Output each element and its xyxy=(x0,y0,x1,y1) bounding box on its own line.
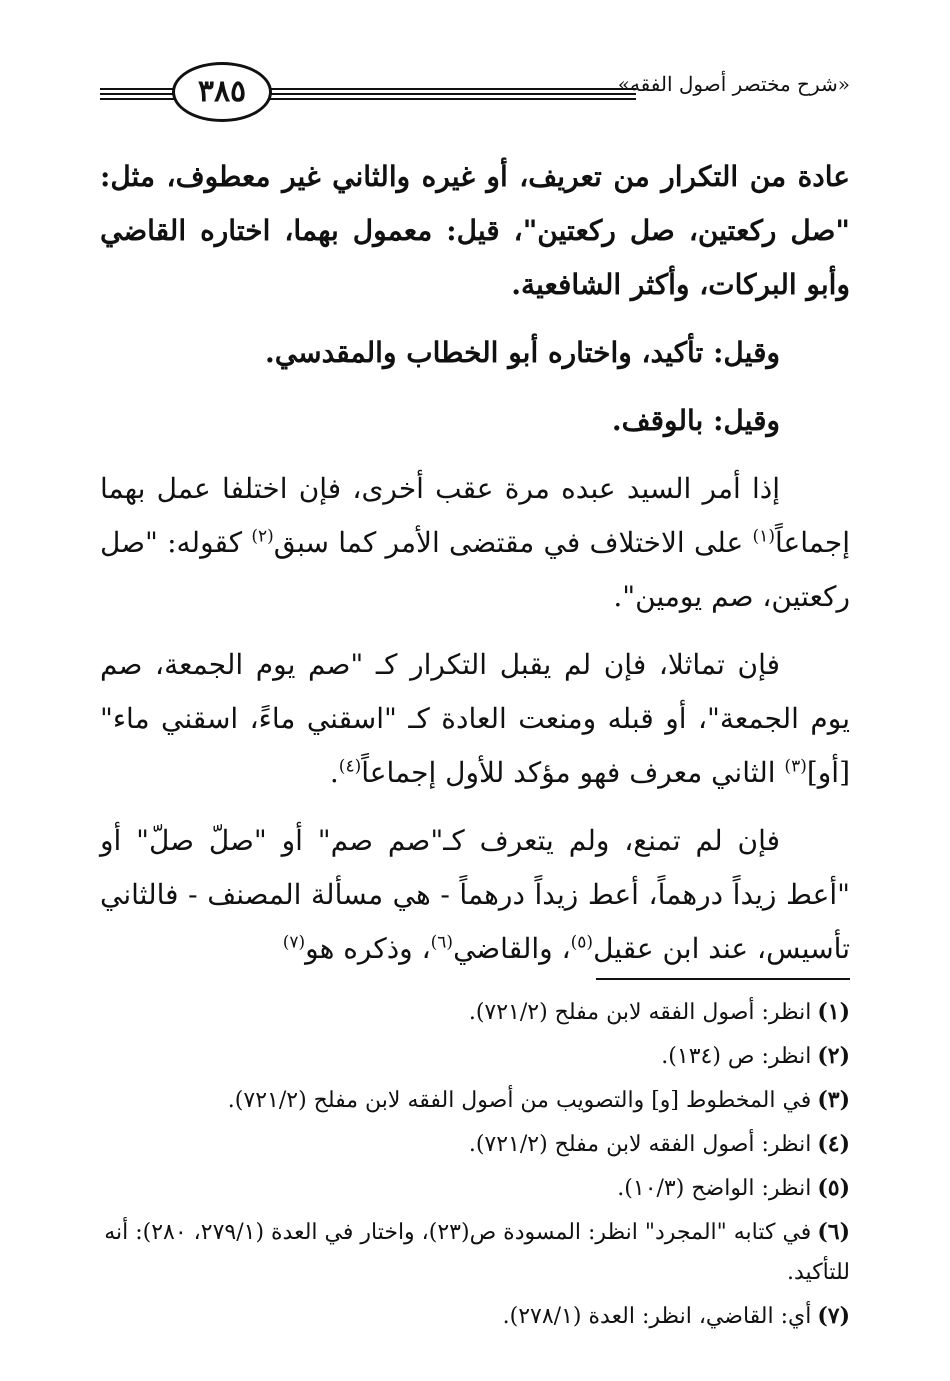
header-rule xyxy=(268,93,636,95)
footnote-text: في المخطوط [و] والتصويب من أصول الفقه لابن مفلح (٧٢١/٢). xyxy=(227,1088,812,1113)
header-rule xyxy=(268,88,636,90)
paragraph-text: كقوله: "صل ركعتين، صم يومين". xyxy=(100,526,850,613)
page-header xyxy=(100,58,850,128)
footnote-reference: (٥) xyxy=(570,932,594,953)
paragraph-text: . xyxy=(329,756,339,789)
footnote-number: (٢) xyxy=(817,1043,850,1069)
footnote xyxy=(100,1296,850,1337)
footnotes xyxy=(100,992,850,1340)
paragraph xyxy=(100,814,850,976)
paragraph xyxy=(100,326,850,380)
footnote xyxy=(100,1124,850,1165)
footnote xyxy=(100,1168,850,1209)
paragraph xyxy=(100,462,850,624)
paragraph-text: وقيل: تأكيد، واختاره أبو الخطاب والمقدسي. xyxy=(265,336,780,369)
footnote-number: (٤) xyxy=(817,1131,850,1157)
footnote-separator xyxy=(596,978,850,980)
footnote-reference: (٢) xyxy=(251,526,274,547)
paragraph-text: فإن تماثلا، فإن لم يقبل التكرار كـ "صم يوم الجمعة، صم يوم الجمعة"، أو قبله ومنعت العادة كـ "اسقني ماءً، اسقني ماء" [أو] xyxy=(100,648,850,789)
book-title: «شرح مختصر أصول الفقه» xyxy=(617,72,850,96)
paragraph-text: وقيل: بالوقف. xyxy=(611,404,780,437)
paragraph-text: على الاختلاف في مقتضى الأمر كما سبق xyxy=(273,526,753,559)
footnote xyxy=(100,1080,850,1121)
header-rule xyxy=(100,88,174,90)
paragraph-text: ، والقاضي xyxy=(453,932,571,965)
footnote-text: انظر: أصول الفقه لابن مفلح (٧٢١/٢). xyxy=(468,1000,812,1025)
footnote xyxy=(100,1212,850,1293)
header-rule xyxy=(100,98,174,100)
header-rule xyxy=(268,98,636,100)
footnote xyxy=(100,992,850,1033)
footnote-number: (١) xyxy=(817,999,850,1025)
footnote-text: انظر: ص (١٣٤). xyxy=(661,1044,812,1069)
footnote-number: (٥) xyxy=(817,1175,850,1201)
paragraph-text: إذا أمر السيد عبده مرة عقب أخرى، فإن اختلفا عمل بهما إجماعاً xyxy=(100,472,850,559)
footnote-text: في كتابه "المجرد" انظر: المسودة ص(٢٣)، واختار في العدة (٢٧٩/١، ٢٨٠): أنه للتأكيد. xyxy=(104,1220,850,1285)
footnote-reference: (٦) xyxy=(430,932,454,953)
paragraph-text: الثاني معرف فهو مؤكد للأول إجماعاً xyxy=(361,756,785,789)
footnote-text: انظر: الواضح (١٠/٣). xyxy=(617,1176,812,1201)
page-number: ٣٨٥ xyxy=(172,62,272,122)
paragraph xyxy=(100,638,850,800)
footnote-text: أي: القاضي، انظر: العدة (٢٧٨/١). xyxy=(502,1304,812,1329)
footnote-text: انظر: أصول الفقه لابن مفلح (٧٢١/٢). xyxy=(468,1132,812,1157)
paragraph xyxy=(100,394,850,448)
footnote-reference: (٣) xyxy=(784,756,807,777)
paragraph-text: فإن لم تمنع، ولم يتعرف كـ"صم صم" أو "صلّ صلّ" أو "أعط زيداً درهماً، أعط زيداً درهماً - هي مسألة المصنف - فالثاني تأسيس، عند ابن عقيل xyxy=(100,824,850,965)
footnote xyxy=(100,1036,850,1077)
paragraph-text: ، وذكره هو xyxy=(305,932,431,965)
footnote-number: (٣) xyxy=(817,1087,850,1113)
footnote-reference: (١) xyxy=(752,526,775,547)
paragraph xyxy=(100,150,850,312)
main-text xyxy=(100,150,850,990)
footnote-number: (٦) xyxy=(817,1219,850,1245)
header-rule xyxy=(100,93,174,95)
footnote-reference: (٧) xyxy=(282,932,306,953)
footnote-number: (٧) xyxy=(817,1303,850,1329)
footnote-reference: (٤) xyxy=(338,756,362,777)
paragraph-text: عادة من التكرار من تعريف، أو غيره والثاني غير معطوف، مثل: "صل ركعتين، صل ركعتين"، قيل: معمول بهما، اختاره القاضي وأبو البركات، وأكثر الشافعية. xyxy=(100,160,850,301)
